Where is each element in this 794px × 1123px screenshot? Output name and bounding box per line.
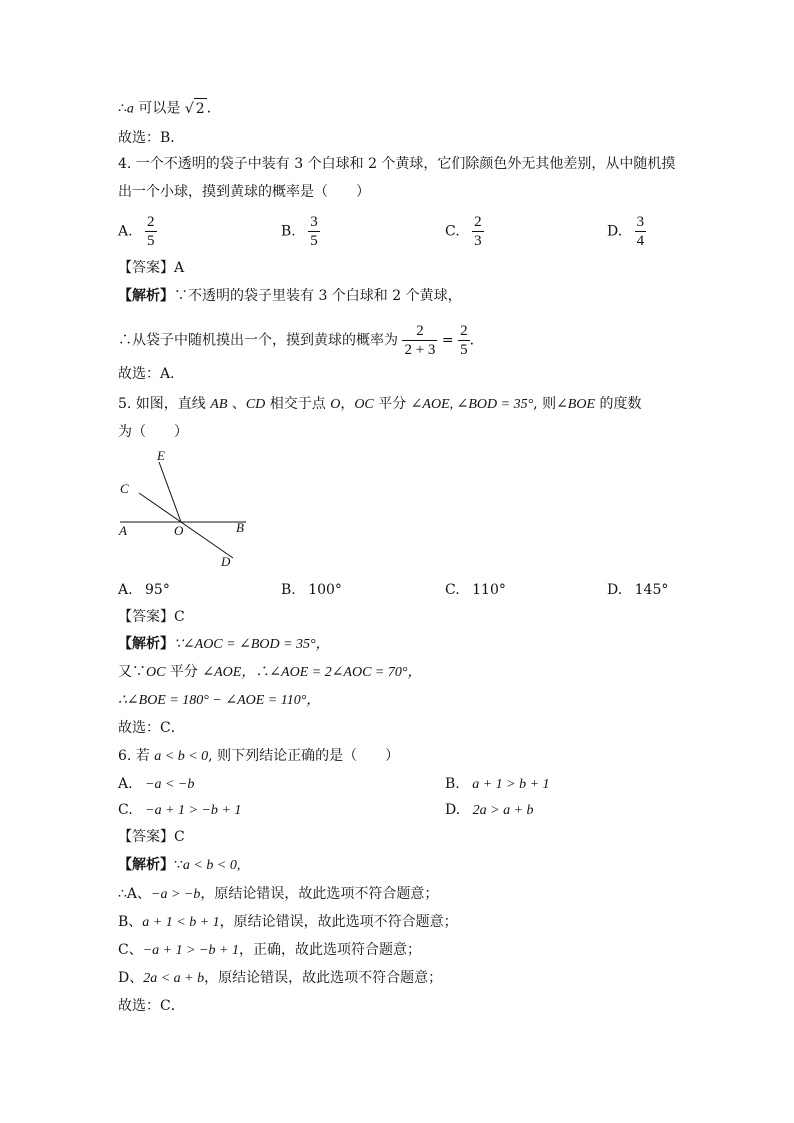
analysis-text: 平分 (165, 664, 203, 680)
option-value: −a + 1 > −b + 1 (145, 803, 242, 818)
q4-analysis-line-2 (118, 322, 484, 359)
stem-text: 6. 若 (118, 748, 155, 764)
denominator: 2 + 3 (404, 342, 436, 358)
analysis-expr: ∴∠BOE = 180° − ∠AOE = 110°， (118, 693, 321, 708)
q6-option-d (445, 800, 534, 821)
stem-text: , 则 (533, 396, 557, 412)
period: . (206, 100, 212, 117)
label-b: B (236, 520, 244, 535)
label-c: C (120, 481, 129, 496)
denominator: 5 (460, 342, 468, 358)
denominator: 4 (636, 233, 645, 249)
analysis-expr: 2a < a + b (143, 971, 205, 986)
q5-analysis-line-1 (118, 634, 330, 655)
q5-analysis-line-3 (118, 690, 320, 711)
analysis-text: ∴从袋子中随机摸出一个，摸到黄球的概率为 (118, 332, 398, 349)
label-d: D (221, 554, 231, 569)
analysis-expr: a + 1 < b + 1 (142, 915, 220, 930)
q6-analysis-line-1 (118, 855, 240, 876)
analysis-expr: ，∴∠AOE = 2∠AOC = 70°， (241, 665, 422, 680)
q6-answer: 【答案】C (118, 829, 185, 845)
option-label: C. (445, 582, 460, 598)
q6-analysis-d (118, 968, 442, 989)
option-label: A. (118, 223, 133, 240)
numerator: 2 (460, 323, 468, 339)
label-o: O (174, 523, 184, 538)
stem-text: , 则下列结论正确的是（ ） (208, 748, 400, 764)
analysis-tag: 【解析】 (118, 636, 174, 652)
q5-geometry-figure (110, 448, 270, 574)
stem-text: 5. 如图，直线 (118, 396, 211, 412)
denominator: 5 (147, 233, 155, 249)
option-value: −a < −b (145, 777, 195, 792)
q4-option-c (445, 213, 484, 250)
angle-condition: ∠AOE, ∠BOD = 35° (410, 397, 534, 412)
analysis-tag: 【解析】 (118, 857, 174, 873)
option-label: B. (281, 223, 296, 240)
q5-analysis-line-2 (118, 662, 421, 683)
q5-option-c (445, 580, 506, 600)
intro-conclusion: 故选：B． (118, 130, 185, 146)
line-cd: CD (245, 397, 266, 412)
option-value: 2a > a + b (472, 803, 534, 818)
q5-stem-line-1 (118, 394, 641, 415)
option-value: 145° (634, 582, 669, 598)
q5-answer: 【答案】C (118, 609, 185, 625)
intro-text: 可以是 (133, 100, 185, 117)
label-e: E (157, 448, 165, 463)
q4-answer: 【答案】A (118, 260, 185, 276)
option-label: A. (118, 776, 133, 792)
option-fraction (472, 213, 484, 250)
numerator: 3 (310, 214, 318, 230)
option-label: B. (445, 776, 460, 792)
sqrt-expression: √ 2 (185, 98, 207, 119)
stem-text: 平分 (373, 396, 411, 412)
option-value: 110° (472, 582, 506, 598)
analysis-text: ，原结论错误，故此选项不符合题意； (200, 886, 439, 902)
analysis-text: ，正确，故此选项符合题意； (238, 942, 421, 958)
period: ． (469, 332, 484, 349)
therefore-symbol: ∴ (118, 100, 127, 117)
q4-option-a (118, 213, 157, 250)
numerator: 2 (147, 214, 155, 230)
numerator: 2 (474, 214, 482, 230)
numerator: 2 (416, 323, 424, 339)
q6-analysis-a (118, 884, 438, 905)
radicand: 2 (194, 98, 207, 119)
ray-oe-segment (159, 462, 181, 522)
equals-sign: = (441, 332, 454, 349)
probability-fraction-1 (402, 322, 437, 359)
analysis-text: ∴A、 (118, 886, 152, 902)
q6-option-b (445, 774, 550, 795)
denominator: 5 (310, 233, 318, 249)
q4-conclusion: 故选：A． (118, 366, 185, 382)
analysis-text: C、 (118, 942, 143, 958)
ray-oc: OC (146, 665, 166, 680)
q5-option-b (281, 580, 342, 600)
option-fraction (145, 213, 157, 250)
stem-text: 相交于点 (265, 396, 331, 412)
q6-analysis-c (118, 940, 421, 961)
analysis-text: B、 (118, 914, 143, 930)
line-cd-segment (139, 493, 233, 558)
ray-oc: OC (354, 397, 374, 412)
analysis-text: ，原结论错误，故此选项不符合题意； (204, 970, 443, 986)
q6-option-a (118, 774, 194, 795)
q4-option-d (607, 213, 646, 250)
option-label: C. (118, 802, 133, 818)
q6-conclusion: 故选：C． (118, 998, 185, 1014)
analysis-expr: −a > −b (151, 887, 201, 902)
analysis-text: ，原结论错误，故此选项不符合题意； (219, 914, 458, 930)
option-label: A. (118, 582, 133, 598)
q6-option-c (118, 800, 241, 821)
option-label: D. (445, 802, 461, 818)
q5-conclusion: 故选：C． (118, 720, 185, 736)
stem-text: 、 (227, 396, 246, 412)
option-value: 95° (145, 582, 170, 598)
q5-stem-line-2: 为（ ） (118, 424, 188, 440)
analysis-expr: ∵∠AOC = ∠BOD = 35°， (174, 637, 330, 652)
line-ab: AB (210, 397, 228, 412)
q4-option-b (281, 213, 320, 250)
analysis-tag: 【解析】 (118, 288, 174, 304)
stem-text: ， (340, 396, 355, 412)
q6-analysis-b (118, 912, 458, 933)
q6-stem (118, 746, 399, 767)
analysis-text: 又∵ (118, 664, 146, 680)
option-fraction (635, 213, 647, 250)
because-symbol: ∵ (174, 857, 183, 873)
option-label: D. (607, 223, 623, 240)
analysis-expr: −a + 1 > −b + 1 (142, 943, 239, 958)
numerator: 3 (636, 214, 645, 230)
q4-stem-line-1: 4. 一个不透明的袋子中装有 3 个白球和 2 个黄球，它们除颜色外无其他差别，从中随机摸 (118, 156, 676, 172)
option-label: D. (607, 582, 623, 598)
point-o: O (330, 397, 341, 412)
option-value: a + 1 > b + 1 (472, 777, 550, 792)
q4-stem-line-2: 出一个小球，摸到黄球的概率是（ ） (118, 184, 370, 200)
analysis-expr: a < b < 0, (182, 858, 241, 873)
option-value: 100° (308, 582, 342, 598)
stem-condition: a < b < 0 (154, 749, 209, 764)
option-label: C. (445, 223, 460, 240)
label-a: A (119, 523, 127, 538)
option-label: B. (281, 582, 296, 598)
angle-aoe: ∠AOE (202, 665, 242, 680)
q5-option-d (607, 580, 668, 600)
var-a: a (126, 101, 134, 117)
denominator: 3 (474, 233, 482, 249)
stem-text: 的度数 (595, 396, 642, 412)
intro-line-1 (118, 98, 211, 120)
option-fraction (308, 213, 320, 250)
probability-fraction-2 (458, 322, 470, 359)
analysis-text: ∵不透明的袋子里装有 3 个白球和 2 个黄球， (174, 288, 462, 304)
q4-analysis-line-1 (118, 286, 462, 306)
analysis-text: D、 (118, 970, 144, 986)
q5-option-a (118, 580, 170, 600)
angle-boe: ∠BOE (556, 397, 596, 412)
